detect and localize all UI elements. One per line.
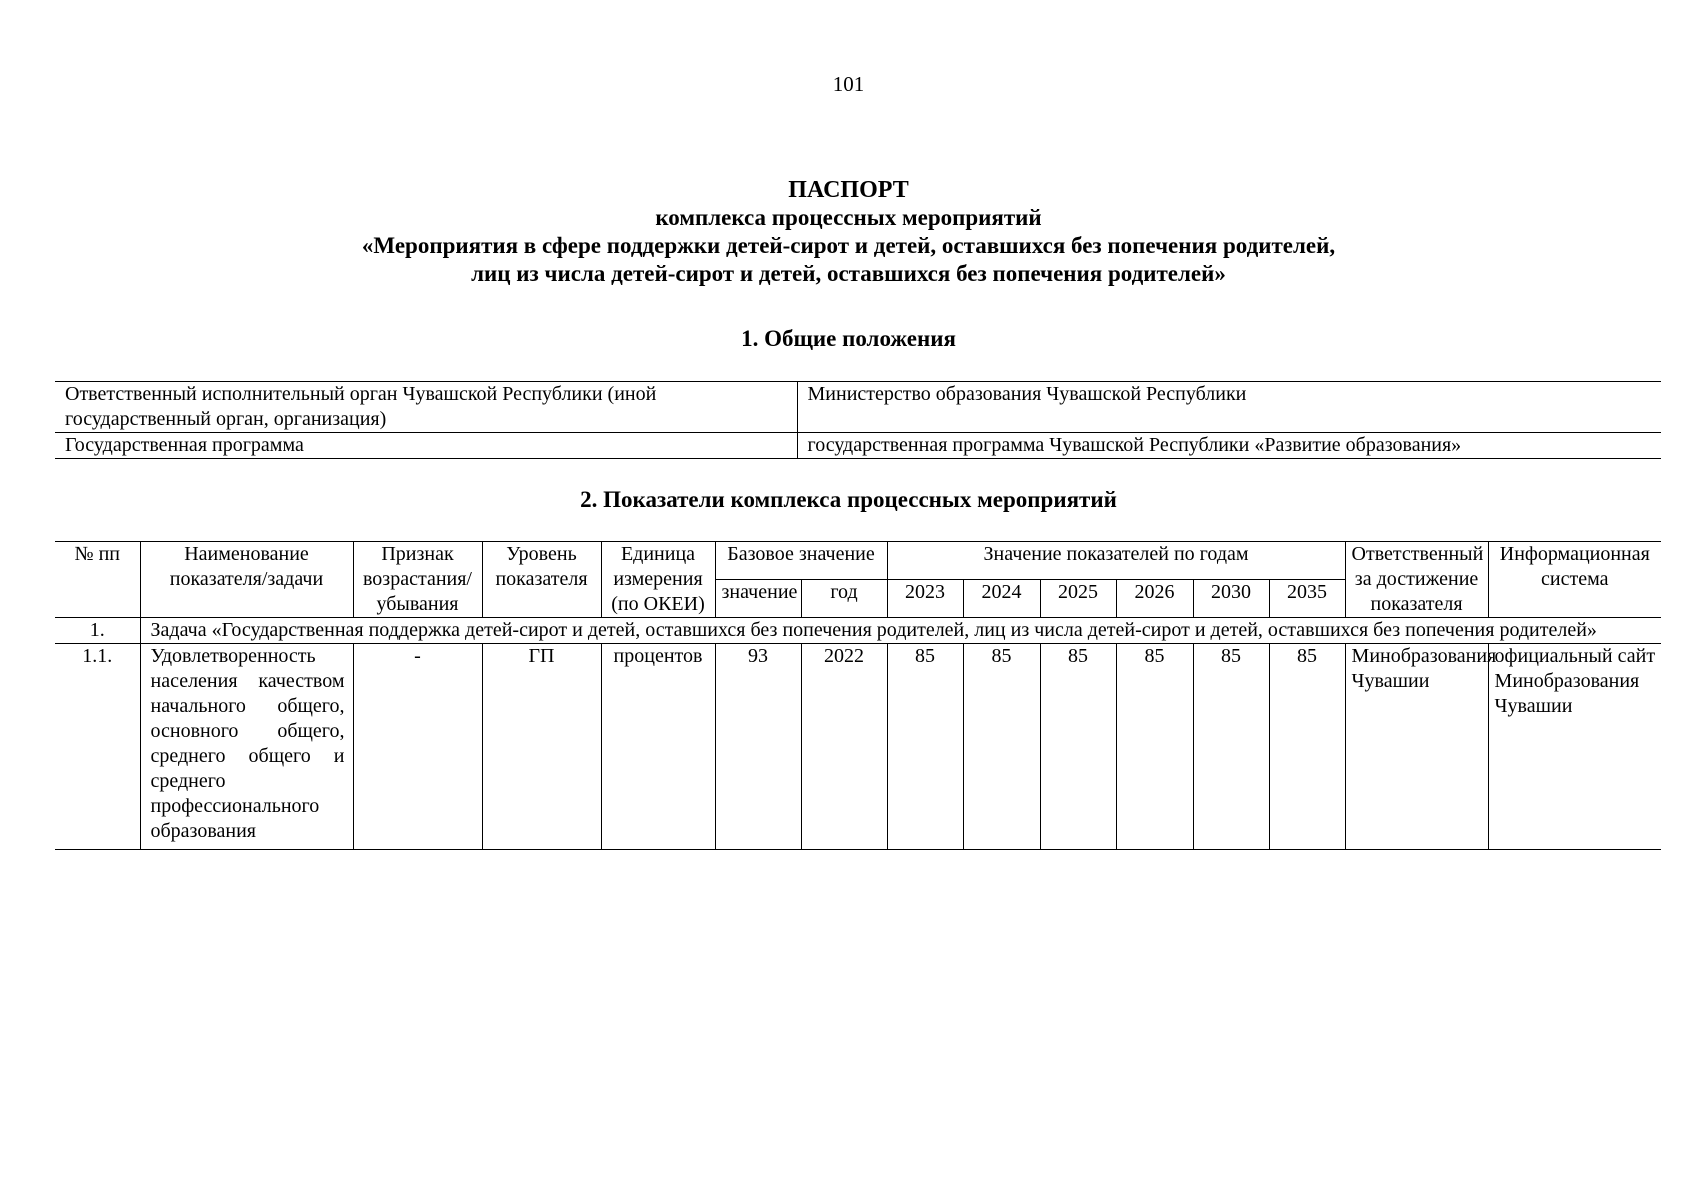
header-base-value: значение	[715, 580, 801, 618]
task-row	[55, 618, 1661, 644]
indicators-table	[55, 541, 1661, 850]
indicator-trend: -	[353, 644, 482, 850]
page-number: 101	[832, 72, 865, 96]
header-base-year: год	[801, 580, 887, 618]
indicator-value-2035: 85	[1269, 644, 1345, 850]
header-row-1	[55, 542, 1661, 580]
indicator-value-2024: 85	[963, 644, 1040, 850]
title-line-2: комплекса процессных мероприятий	[655, 205, 1042, 230]
table-row	[55, 433, 1661, 459]
task-num: 1.	[55, 618, 140, 644]
header-year-2030: 2030	[1193, 580, 1269, 618]
header-year-2024: 2024	[963, 580, 1040, 618]
header-responsible: Ответственный за достижение показателя	[1345, 542, 1488, 618]
title-line-1: ПАСПОРТ	[788, 177, 909, 203]
table-row	[55, 382, 1661, 433]
section-2-heading: 2. Показатели комплекса процессных мероприятий	[580, 487, 1117, 512]
general-label-program: Государственная программа	[55, 433, 797, 459]
header-year-2035: 2035	[1269, 580, 1345, 618]
indicator-base-value: 93	[715, 644, 801, 850]
task-text: Задача «Государственная поддержка детей-сирот и детей, оставшихся без попечения родителей, лиц из числа детей-сирот и детей, оставшихся без попечения родителей»	[140, 618, 1661, 644]
general-value-program: государственная программа Чувашской Республики «Развитие образования»	[797, 433, 1661, 459]
indicator-level: ГП	[482, 644, 601, 850]
general-label-responsible: Ответственный исполнительный орган Чувашской Республики (иной государственный орган, организация)	[55, 382, 797, 433]
general-provisions-table	[55, 381, 1661, 459]
indicator-info-system: официальный сайт Минобразования Чувашии	[1488, 644, 1661, 850]
indicator-num: 1.1.	[55, 644, 140, 850]
section-1-heading: 1. Общие положения	[741, 326, 956, 351]
header-name: Наименование показателя/задачи	[140, 542, 353, 618]
title-line-3: «Мероприятия в сфере поддержки детей-сирот и детей, оставшихся без попечения родителей,	[361, 233, 1336, 258]
indicator-value-2025: 85	[1040, 644, 1116, 850]
header-level: Уровень показателя	[482, 542, 601, 618]
indicator-unit: процентов	[601, 644, 715, 850]
table-row	[55, 644, 1661, 850]
indicator-name: Удовлетворенность населения качеством начального общего, основного общего, среднего общего и среднего профессионального образования	[140, 644, 353, 850]
header-year-2025: 2025	[1040, 580, 1116, 618]
title-line-4: лиц из числа детей-сирот и детей, оставшихся без попечения родителей»	[471, 261, 1226, 286]
header-year-2023: 2023	[887, 580, 963, 618]
header-base: Базовое значение	[715, 542, 887, 580]
indicator-responsible: Минобразования Чувашии	[1345, 644, 1488, 850]
header-trend: Признак возрастания/убывания	[353, 542, 482, 618]
header-unit: Единица измерения (по ОКЕИ)	[601, 542, 715, 618]
indicator-base-year: 2022	[801, 644, 887, 850]
header-info-system: Информационная система	[1488, 542, 1661, 618]
header-year-2026: 2026	[1116, 580, 1193, 618]
general-value-responsible: Министерство образования Чувашской Республики	[797, 382, 1661, 433]
header-num: № пп	[55, 542, 140, 618]
header-by-years: Значение показателей по годам	[887, 542, 1345, 580]
indicator-value-2023: 85	[887, 644, 963, 850]
indicator-value-2030: 85	[1193, 644, 1269, 850]
indicator-value-2026: 85	[1116, 644, 1193, 850]
document-title	[0, 176, 1697, 288]
